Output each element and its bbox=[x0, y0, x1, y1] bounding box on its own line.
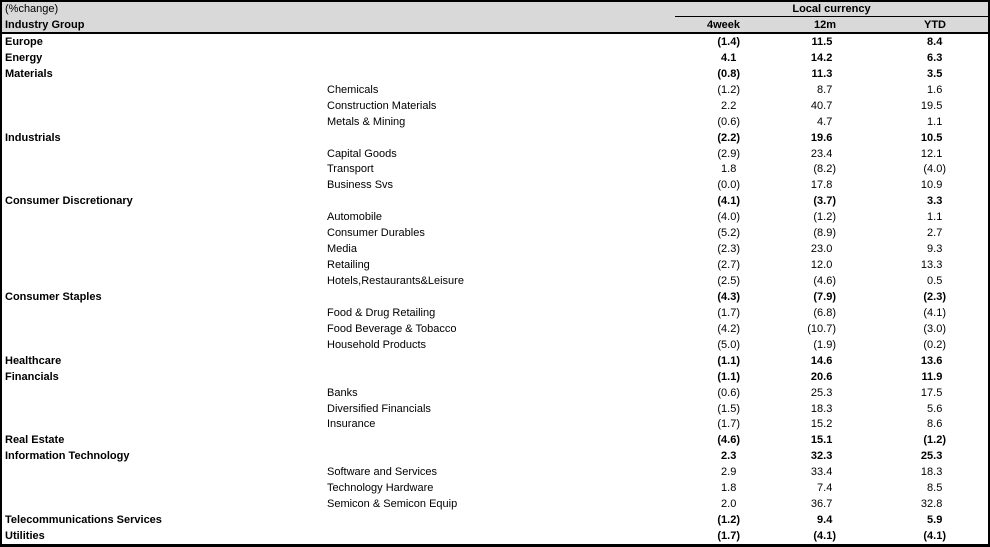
row-label: Telecommunications Services bbox=[5, 514, 162, 527]
value-ytd: 10.9 bbox=[920, 179, 943, 192]
row-label: Household Products bbox=[327, 338, 427, 351]
value-12m: (4.6) bbox=[813, 275, 836, 288]
value-12m: 4.7 bbox=[817, 115, 833, 128]
table-row bbox=[2, 496, 988, 512]
row-label: Industrials bbox=[5, 131, 61, 144]
value-12m: 25.3 bbox=[810, 386, 833, 399]
value-12m: 11.3 bbox=[811, 67, 833, 80]
value-12m: (7.9) bbox=[813, 290, 836, 303]
table-row bbox=[2, 464, 988, 480]
table-header bbox=[2, 2, 988, 34]
value-12m: (8.2) bbox=[813, 163, 836, 176]
row-label: Technology Hardware bbox=[327, 482, 434, 495]
row-label: Energy bbox=[5, 51, 43, 64]
table-row bbox=[2, 114, 988, 130]
value-ytd: 17.5 bbox=[920, 386, 943, 399]
value-ytd: 32.8 bbox=[920, 498, 943, 511]
value-12m: (1.2) bbox=[813, 211, 836, 224]
value-ytd: 1.6 bbox=[927, 83, 943, 96]
row-label: Hotels,Restaurants&Leisure bbox=[327, 275, 464, 288]
value-4week: (0.6) bbox=[717, 386, 740, 399]
value-ytd: 25.3 bbox=[920, 450, 943, 463]
table-row bbox=[2, 289, 988, 305]
table-row bbox=[2, 432, 988, 448]
value-12m: 20.6 bbox=[810, 370, 833, 383]
value-ytd: (1.2) bbox=[923, 434, 946, 447]
value-12m: 12.0 bbox=[810, 259, 833, 272]
row-label: Consumer Staples bbox=[5, 290, 102, 303]
table-row bbox=[2, 257, 988, 273]
table-row bbox=[2, 417, 988, 433]
value-ytd: (4.1) bbox=[923, 306, 946, 319]
value-4week: (0.0) bbox=[717, 179, 740, 192]
value-ytd: 3.3 bbox=[927, 195, 943, 208]
row-label: Retailing bbox=[327, 259, 370, 272]
table-row bbox=[2, 34, 988, 50]
value-ytd: 2.7 bbox=[927, 227, 943, 240]
value-4week: (2.3) bbox=[717, 243, 740, 256]
value-ytd: 1.1 bbox=[927, 211, 943, 224]
value-ytd: (2.3) bbox=[923, 290, 946, 303]
row-label: Business Svs bbox=[327, 179, 394, 192]
value-4week: (2.7) bbox=[717, 259, 740, 272]
value-12m: 15.2 bbox=[810, 418, 833, 431]
row-label: Transport bbox=[327, 163, 374, 176]
value-4week: (2.2) bbox=[717, 131, 740, 144]
value-4week: (4.1) bbox=[717, 195, 740, 208]
value-12m: 9.4 bbox=[817, 514, 833, 527]
value-4week: (1.7) bbox=[717, 418, 740, 431]
table-row bbox=[2, 193, 988, 209]
value-12m: (6.8) bbox=[813, 306, 836, 319]
table-row bbox=[2, 480, 988, 496]
row-label: Banks bbox=[327, 386, 358, 399]
value-ytd: 10.5 bbox=[920, 131, 943, 144]
value-4week: (2.5) bbox=[717, 275, 740, 288]
value-4week: 4.1 bbox=[721, 51, 737, 64]
value-ytd: (3.0) bbox=[923, 322, 946, 335]
value-ytd: 0.5 bbox=[927, 275, 943, 288]
value-12m: 14.2 bbox=[810, 51, 833, 64]
value-ytd: 18.3 bbox=[920, 466, 943, 479]
row-label: Consumer Discretionary bbox=[5, 195, 133, 208]
row-label: Chemicals bbox=[327, 83, 379, 96]
row-label: Semicon & Semicon Equip bbox=[327, 498, 458, 511]
value-4week: (4.3) bbox=[717, 290, 740, 303]
pct-change-label: (%change) bbox=[5, 3, 59, 15]
table-row bbox=[2, 66, 988, 82]
table-row bbox=[2, 146, 988, 162]
value-12m: 18.3 bbox=[810, 402, 833, 415]
value-4week: (5.2) bbox=[717, 227, 740, 240]
row-label: Capital Goods bbox=[327, 147, 397, 160]
row-label: Media bbox=[327, 243, 357, 256]
table-row bbox=[2, 241, 988, 257]
row-label: Construction Materials bbox=[327, 99, 437, 112]
value-ytd: 8.4 bbox=[927, 35, 943, 48]
value-12m: 32.3 bbox=[810, 450, 833, 463]
value-12m: 8.7 bbox=[817, 83, 833, 96]
table-row bbox=[2, 130, 988, 146]
value-ytd: 19.5 bbox=[920, 99, 943, 112]
row-label: Consumer Durables bbox=[327, 227, 425, 240]
column-header-ytd: YTD bbox=[924, 19, 946, 31]
value-12m: 19.6 bbox=[810, 131, 833, 144]
value-ytd: 5.6 bbox=[927, 402, 943, 415]
value-12m: 15.1 bbox=[810, 434, 833, 447]
value-ytd: 1.1 bbox=[927, 115, 943, 128]
value-12m: (3.7) bbox=[813, 195, 836, 208]
value-ytd: 13.3 bbox=[920, 259, 943, 272]
row-label: Automobile bbox=[327, 211, 383, 224]
table-row bbox=[2, 337, 988, 353]
row-label: Utilities bbox=[5, 530, 45, 543]
table-row bbox=[2, 385, 988, 401]
value-4week: (2.9) bbox=[717, 147, 740, 160]
value-4week: (4.0) bbox=[717, 211, 740, 224]
row-label: Metals & Mining bbox=[327, 115, 406, 128]
value-4week: 1.8 bbox=[721, 163, 737, 176]
value-ytd: 9.3 bbox=[927, 243, 943, 256]
value-ytd: 13.6 bbox=[920, 354, 943, 367]
value-12m: (4.1) bbox=[813, 530, 836, 543]
value-12m: 17.8 bbox=[810, 179, 833, 192]
row-label: Insurance bbox=[327, 418, 376, 431]
table-row bbox=[2, 50, 988, 66]
row-label: Materials bbox=[5, 67, 53, 80]
table-row bbox=[2, 305, 988, 321]
row-label: Europe bbox=[5, 35, 43, 48]
value-12m: 7.4 bbox=[817, 482, 833, 495]
table-row bbox=[2, 369, 988, 385]
row-label: Healthcare bbox=[5, 354, 62, 367]
value-4week: (1.7) bbox=[717, 306, 740, 319]
row-label: Food & Drug Retailing bbox=[327, 306, 436, 319]
row-label: Real Estate bbox=[5, 434, 65, 447]
value-ytd: 6.3 bbox=[927, 51, 943, 64]
table-row bbox=[2, 353, 988, 369]
column-header-4week: 4week bbox=[706, 19, 740, 31]
value-4week: 2.0 bbox=[721, 498, 737, 511]
value-12m: 14.6 bbox=[810, 354, 833, 367]
value-12m: 33.4 bbox=[810, 466, 833, 479]
value-12m: 23.0 bbox=[810, 243, 833, 256]
value-4week: (1.1) bbox=[717, 354, 740, 367]
row-label: Information Technology bbox=[5, 450, 130, 463]
value-ytd: 5.9 bbox=[927, 514, 943, 527]
table-row bbox=[2, 401, 988, 417]
row-label: Food Beverage & Tobacco bbox=[327, 322, 457, 335]
column-header-12m: 12m bbox=[813, 19, 836, 31]
value-4week: (0.8) bbox=[717, 67, 740, 80]
row-label: Diversified Financials bbox=[327, 402, 431, 415]
value-12m: (8.9) bbox=[813, 227, 836, 240]
value-4week: (4.2) bbox=[717, 322, 740, 335]
value-4week: (1.5) bbox=[717, 402, 740, 415]
value-4week: (1.4) bbox=[717, 35, 740, 48]
table-body bbox=[2, 34, 988, 544]
row-label: Financials bbox=[5, 370, 59, 383]
value-4week: (1.1) bbox=[717, 370, 740, 383]
value-12m: 11.5 bbox=[811, 35, 833, 48]
table-row bbox=[2, 273, 988, 289]
table-row bbox=[2, 448, 988, 464]
table-row bbox=[2, 177, 988, 193]
value-ytd: (0.2) bbox=[923, 338, 946, 351]
value-12m: 40.7 bbox=[810, 99, 833, 112]
value-4week: 2.9 bbox=[721, 466, 737, 479]
value-ytd: 8.5 bbox=[927, 482, 943, 495]
industry-group-column-header: Industry Group bbox=[5, 19, 85, 31]
table-row bbox=[2, 82, 988, 98]
value-ytd: 12.1 bbox=[920, 147, 943, 160]
value-4week: (4.6) bbox=[717, 434, 740, 447]
local-currency-group-header: Local currency bbox=[675, 2, 988, 17]
value-ytd: (4.1) bbox=[923, 530, 946, 543]
table-row bbox=[2, 528, 988, 544]
table-row bbox=[2, 225, 988, 241]
value-12m: (1.9) bbox=[813, 338, 836, 351]
row-label: Software and Services bbox=[327, 466, 438, 479]
table-row bbox=[2, 162, 988, 178]
value-4week: (1.7) bbox=[717, 530, 740, 543]
table-row bbox=[2, 209, 988, 225]
value-ytd: 11.9 bbox=[921, 370, 943, 383]
value-12m: 23.4 bbox=[810, 147, 833, 160]
value-4week: 1.8 bbox=[721, 482, 737, 495]
value-4week: (1.2) bbox=[717, 514, 740, 527]
value-ytd: 8.6 bbox=[927, 418, 943, 431]
value-4week: 2.2 bbox=[721, 99, 737, 112]
table-row bbox=[2, 321, 988, 337]
value-4week: (1.2) bbox=[717, 83, 740, 96]
table-row bbox=[2, 512, 988, 528]
value-4week: (0.6) bbox=[717, 115, 740, 128]
table-row bbox=[2, 98, 988, 114]
value-12m: 36.7 bbox=[810, 498, 833, 511]
value-ytd: 3.5 bbox=[927, 67, 943, 80]
value-ytd: (4.0) bbox=[923, 163, 946, 176]
value-4week: (5.0) bbox=[717, 338, 740, 351]
value-4week: 2.3 bbox=[721, 450, 737, 463]
value-12m: (10.7) bbox=[807, 322, 836, 335]
